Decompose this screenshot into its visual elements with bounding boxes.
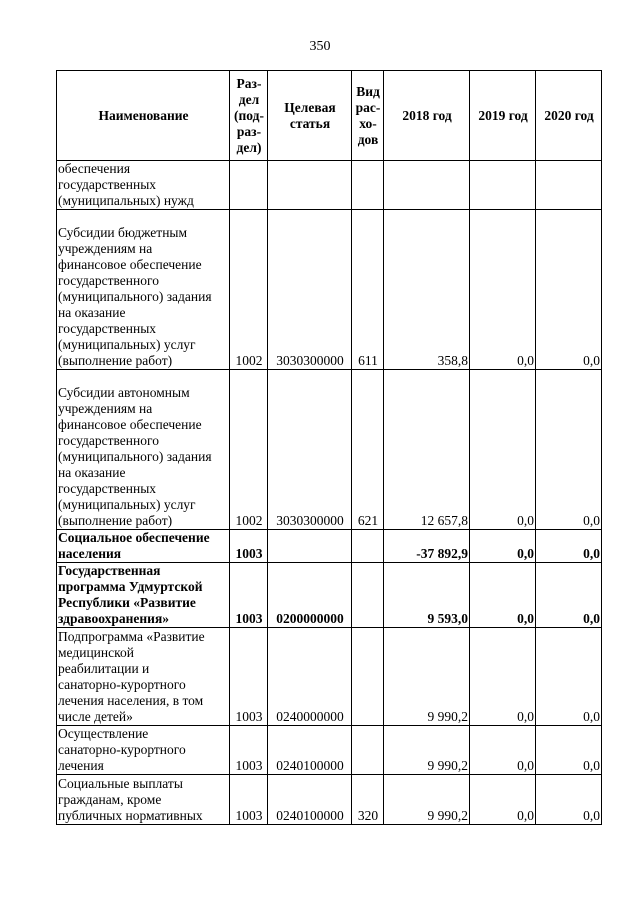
cell-y2019: 0,0: [470, 370, 536, 530]
header-type-text: Вид рас- хо- дов: [355, 83, 381, 147]
cell-y2018: -37 892,9: [384, 530, 470, 563]
table-row: [57, 726, 602, 775]
cell-type: 611: [352, 210, 384, 370]
header-name-text: Наименование: [98, 107, 189, 123]
table-row: [57, 628, 602, 726]
cell-y2019: 0,0: [470, 210, 536, 370]
table-row: [57, 775, 602, 825]
cell-y2020: 0,0: [536, 563, 602, 628]
cell-name: Государственная программа Удмуртской Республики «Развитие здравоохранения»: [57, 563, 230, 628]
cell-type: [352, 530, 384, 563]
cell-y2020: 0,0: [536, 530, 602, 563]
cell-y2018: 9 990,2: [384, 628, 470, 726]
table-row: [57, 563, 602, 628]
header-2019: [470, 71, 536, 161]
cell-target: 0240100000: [268, 775, 352, 825]
cell-name: Социальное обеспечение населения: [57, 530, 230, 563]
cell-section: 1003: [230, 563, 268, 628]
header-2020: [536, 71, 602, 161]
cell-section: 1003: [230, 530, 268, 563]
cell-y2018: 9 990,2: [384, 775, 470, 825]
cell-y2020: [536, 161, 602, 210]
cell-section: 1003: [230, 775, 268, 825]
cell-section: 1003: [230, 628, 268, 726]
header-type: [352, 71, 384, 161]
header-section: [230, 71, 268, 161]
cell-y2020: 0,0: [536, 370, 602, 530]
header-2019-text: 2019 год: [478, 107, 528, 123]
table-body: [57, 161, 602, 825]
table-row: [57, 210, 602, 370]
cell-y2019: 0,0: [470, 726, 536, 775]
cell-y2019: 0,0: [470, 775, 536, 825]
header-2018-text: 2018 год: [402, 107, 452, 123]
header-section-text: Раз- дел (под- раз- дел): [234, 75, 264, 155]
cell-name: Подпрограмма «Развитие медицинской реабилитации и санаторно-курортного лечения населения, в том числе детей»: [57, 628, 230, 726]
header-2018: [384, 71, 470, 161]
cell-y2019: [470, 161, 536, 210]
budget-table: [56, 70, 602, 825]
cell-target: 3030300000: [268, 210, 352, 370]
cell-y2019: 0,0: [470, 563, 536, 628]
header-2020-text: 2020 год: [544, 107, 594, 123]
header-name: [57, 71, 230, 161]
cell-y2018: 12 657,8: [384, 370, 470, 530]
cell-y2020: 0,0: [536, 628, 602, 726]
cell-y2020: 0,0: [536, 775, 602, 825]
cell-name: Социальные выплаты гражданам, кроме публичных нормативных: [57, 775, 230, 825]
cell-y2018: 358,8: [384, 210, 470, 370]
cell-y2019: 0,0: [470, 628, 536, 726]
cell-type: 320: [352, 775, 384, 825]
cell-section: 1002: [230, 370, 268, 530]
cell-target: [268, 161, 352, 210]
cell-target: [268, 530, 352, 563]
cell-section: 1003: [230, 726, 268, 775]
cell-target: 0240000000: [268, 628, 352, 726]
cell-y2020: 0,0: [536, 726, 602, 775]
cell-section: [230, 161, 268, 210]
cell-type: [352, 563, 384, 628]
cell-y2020: 0,0: [536, 210, 602, 370]
table-header-row: [57, 71, 602, 161]
table-row: [57, 530, 602, 563]
cell-type: 621: [352, 370, 384, 530]
cell-target: 3030300000: [268, 370, 352, 530]
cell-name: обеспечения государственных (муниципальных) нужд: [57, 161, 230, 210]
header-target: [268, 71, 352, 161]
cell-name: Осуществление санаторно-курортного лечения: [57, 726, 230, 775]
table-row: [57, 370, 602, 530]
cell-y2018: 9 990,2: [384, 726, 470, 775]
cell-y2019: 0,0: [470, 530, 536, 563]
cell-y2018: [384, 161, 470, 210]
cell-section: 1002: [230, 210, 268, 370]
header-target-text: Целевая статья: [284, 99, 336, 131]
cell-y2018: 9 593,0: [384, 563, 470, 628]
table-row: [57, 161, 602, 210]
page-number: 350: [309, 39, 331, 54]
cell-type: [352, 726, 384, 775]
cell-type: [352, 628, 384, 726]
cell-name: Субсидии бюджетным учреждениям на финансовое обеспечение государственного (муниципального) задания на оказание государственных (муниципальных) услуг (выполнение работ): [57, 210, 230, 370]
cell-name: Субсидии автономным учреждениям на финансовое обеспечение государственного (муниципального) задания на оказание государственных (муниципальных) услуг (выполнение работ): [57, 370, 230, 530]
cell-type: [352, 161, 384, 210]
cell-target: 0240100000: [268, 726, 352, 775]
cell-target: 0200000000: [268, 563, 352, 628]
